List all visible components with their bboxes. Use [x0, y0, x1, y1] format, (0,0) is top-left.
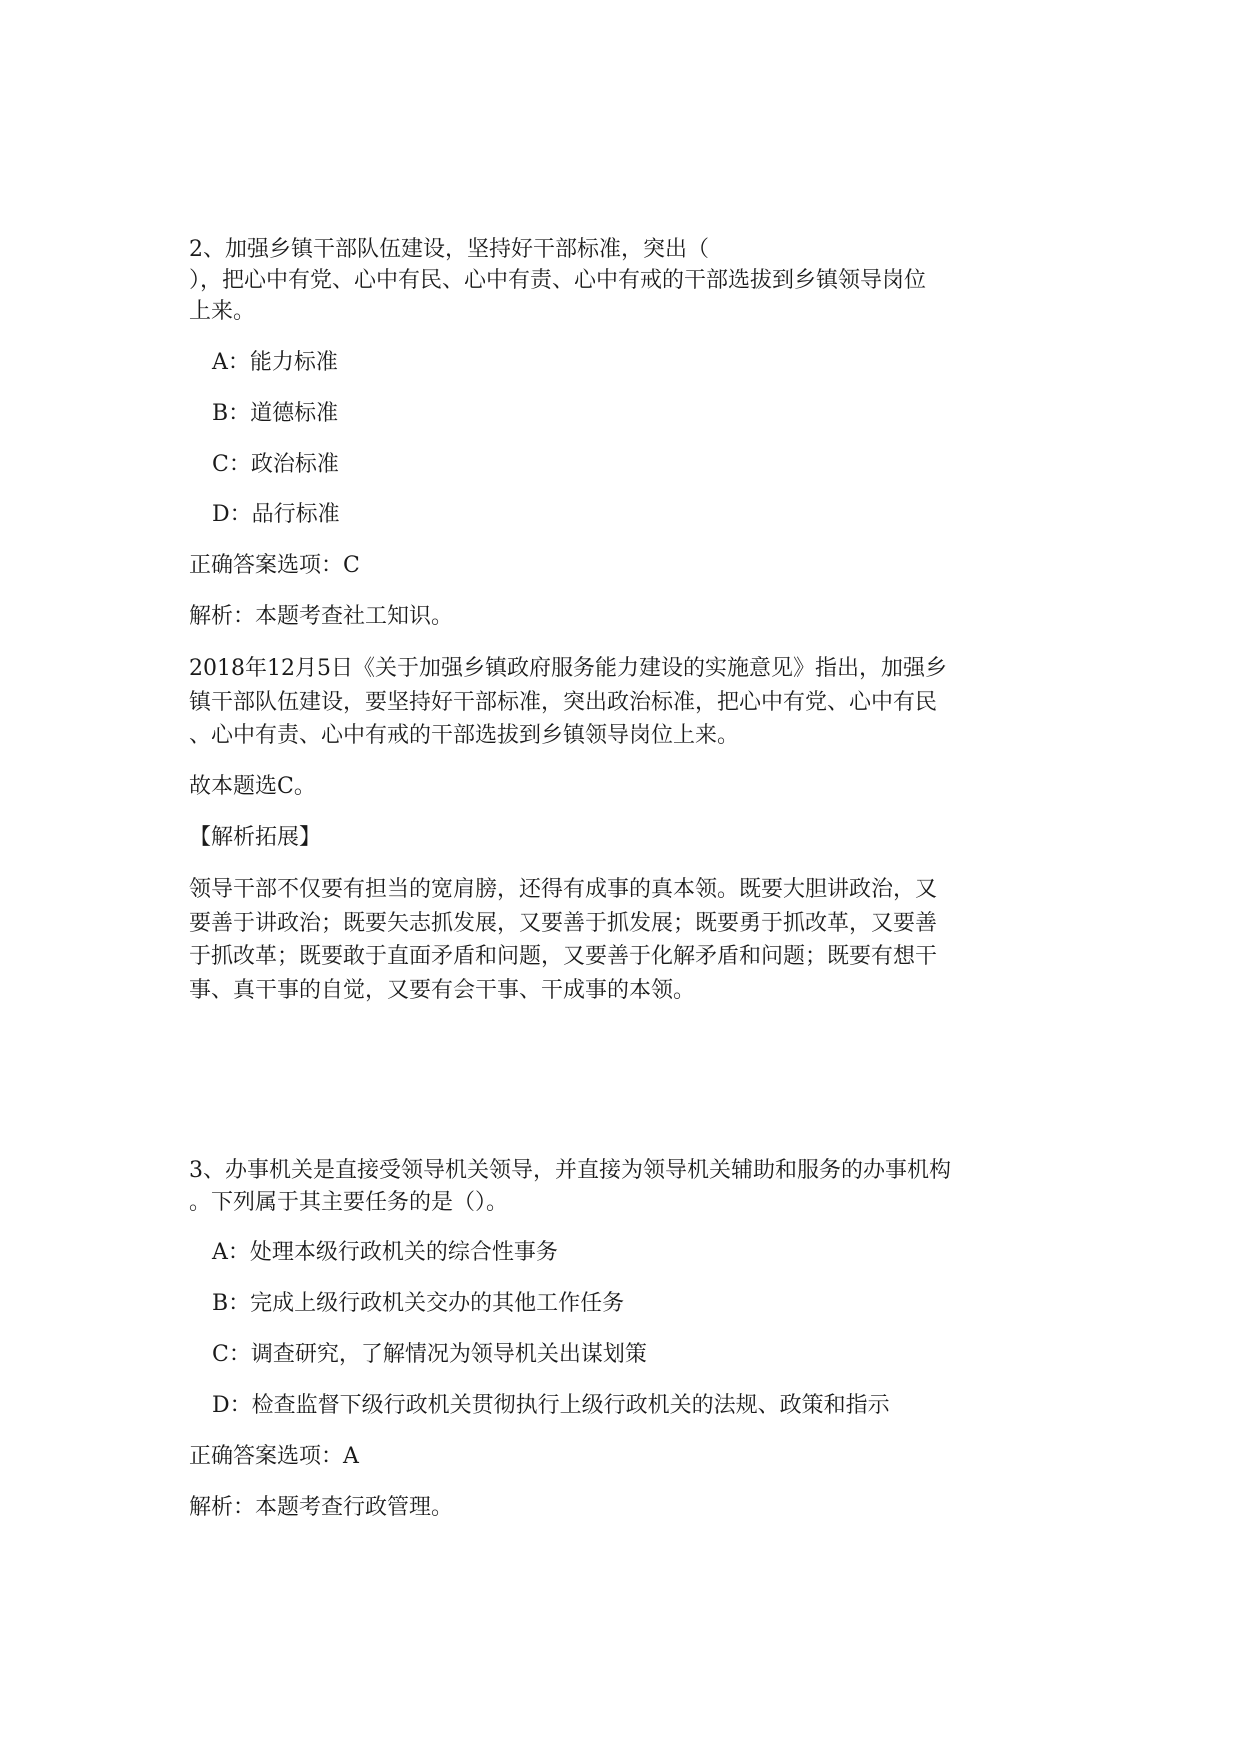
- q2-answer: 正确答案选项：C: [189, 553, 360, 578]
- q2-extension-line-4: 事、真干事的自觉，又要有会干事、干成事的本领。: [189, 978, 696, 1003]
- q3-answer: 正确答案选项：A: [189, 1444, 359, 1469]
- q2-explanation-line-3: 、心中有责、心中有戒的干部选拔到乡镇领导岗位上来。: [189, 723, 740, 748]
- q2-explanation-line-1: 2018年12月5日《关于加强乡镇政府服务能力建设的实施意见》指出，加强乡: [189, 656, 947, 681]
- q2-option-b: B：道德标准: [212, 401, 339, 426]
- q2-extension-line-2: 要善于讲政治；既要矢志抓发展，又要善于抓发展；既要勇于抓改革，又要善: [189, 911, 938, 936]
- q2-analysis: 解析：本题考查社工知识。: [189, 604, 454, 629]
- q2-conclusion: 故本题选C。: [189, 774, 316, 799]
- q2-option-a: A：能力标准: [212, 350, 338, 375]
- q3-analysis: 解析：本题考查行政管理。: [189, 1495, 454, 1520]
- q2-extension-line-3: 于抓改革；既要敢于直面矛盾和问题，又要善于化解矛盾和问题；既要有想干: [189, 944, 938, 969]
- q2-option-c: C：政治标准: [212, 452, 339, 477]
- q2-option-d: D：品行标准: [212, 502, 340, 527]
- q2-extension-line-1: 领导干部不仅要有担当的宽肩膀，还得有成事的真本领。既要大胆讲政治，又: [189, 877, 938, 902]
- q2-extension-heading: 【解析拓展】: [189, 825, 322, 850]
- q3-option-c: C：调查研究，了解情况为领导机关出谋划策: [212, 1342, 647, 1367]
- q3-option-d: D：检查监督下级行政机关贯彻执行上级行政机关的法规、政策和指示: [212, 1393, 890, 1418]
- q3-option-b: B：完成上级行政机关交办的其他工作任务: [212, 1291, 625, 1316]
- q2-explanation-line-2: 镇干部队伍建设，要坚持好干部标准，突出政治标准，把心中有党、心中有民: [189, 690, 938, 715]
- q2-stem-line-1: 2、加强乡镇干部队伍建设，坚持好干部标准，突出（: [189, 237, 709, 262]
- q3-stem-line-2: 。下列属于其主要任务的是（）。: [189, 1190, 509, 1215]
- q2-stem-line-3: 上来。: [189, 299, 256, 324]
- q3-stem-line-1: 3、办事机关是直接受领导机关领导，并直接为领导机关辅助和服务的办事机构: [189, 1158, 951, 1183]
- q3-option-a: A：处理本级行政机关的综合性事务: [212, 1240, 558, 1265]
- q2-stem-line-2: ），把心中有党、心中有民、心中有责、心中有戒的干部选拔到乡镇领导岗位: [189, 268, 927, 293]
